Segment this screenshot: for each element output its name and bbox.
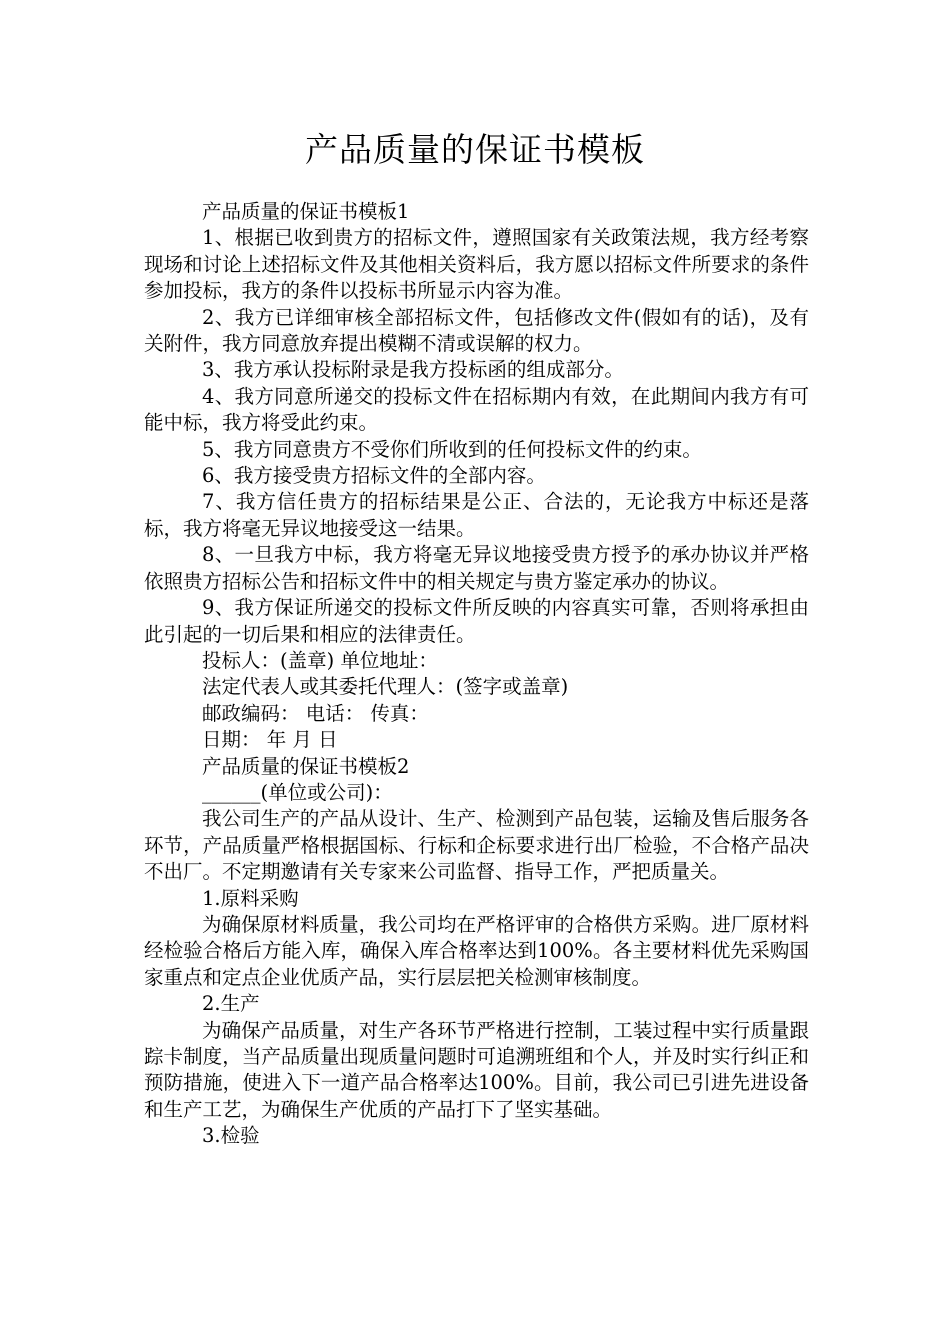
date-line: 日期： 年 月 日 [202,728,338,752]
clause-1: 1、根据已收到贵方的招标文件，遵照国家有关政策法规，我方经考察现场和讨论上述招标文件及其他相关资料后，我方愿以招标文件所要求的条件参加投标，我方的条件以投标书所显示内容为准。 [144,226,809,303]
raw-material-paragraph: 为确保原材料质量，我公司均在严格评审的合格供方采购。进厂原材料经检验合格后方能入库，确保入库合格率达到100%。各主要材料优先采购国家重点和定点企业优质产品，实行层层把关检测审核制度。 [144,912,809,989]
document-title: 产品质量的保证书模板 [305,130,645,169]
subheading-inspection: 3.检验 [202,1124,260,1148]
clause-3: 3、我方承认投标附录是我方投标函的组成部分。 [202,358,624,382]
clause-4: 4、我方同意所递交的投标文件在招标期内有效，在此期间内我方有可能中标，我方将受此约束。 [144,384,809,435]
intro-paragraph: 我公司生产的产品从设计、生产、检测到产品包装，运输及售后服务各环节，产品质量严格根据国标、行标和企标要求进行出厂检验，不合格产品决不出厂。不定期邀请有关专家来公司监督、指导工作，严把质量关。 [144,807,809,884]
production-paragraph: 为确保产品质量，对生产各环节严格进行控制，工装过程中实行质量跟踪卡制度，当产品质量出现质量问题时可追溯班组和个人，并及时实行纠正和预防措施，使进入下一道产品合格率达100%。目前，我公司已引进先进设备和生产工艺，为确保生产优质的产品打下了坚实基础。 [144,1018,809,1121]
subheading-raw-material: 1.原料采购 [202,886,299,910]
clause-7: 7、我方信任贵方的招标结果是公正、合法的，无论我方中标还是落标，我方将毫无异议地接受这一结果。 [144,490,809,540]
section-heading-template-2: 产品质量的保证书模板2 [202,754,410,778]
bidder-seal-line: 投标人：(盖章) 单位地址： [202,648,438,672]
clause-5: 5、我方同意贵方不受你们所收到的任何投标文件的约束。 [202,437,702,461]
subheading-production: 2.生产 [202,992,260,1016]
contact-info-line: 邮政编码： 电话： 传真： [202,701,429,725]
clause-8: 8、一旦我方中标，我方将毫无异议地接受贵方授予的承办协议并严格依照贵方招标公告和招标文件中的相关规定与贵方鉴定承办的协议。 [144,543,809,593]
clause-9: 9、我方保证所递交的投标文件所反映的内容真实可靠，否则将承担由此引起的一切后果和相应的法律责任。 [144,596,809,646]
recipient-line: ______(单位或公司)： [202,780,393,804]
clause-6: 6、我方接受贵方招标文件的全部内容。 [202,464,546,488]
clause-2: 2、我方已详细审核全部招标文件，包括修改文件(假如有的话)，及有关附件，我方同意放弃提出模糊不清或误解的权力。 [144,305,809,356]
document-body [144,199,809,1150]
section-heading-template-1: 产品质量的保证书模板1 [202,200,410,223]
legal-representative-line: 法定代表人或其委托代理人：(签字或盖章) [202,675,569,699]
